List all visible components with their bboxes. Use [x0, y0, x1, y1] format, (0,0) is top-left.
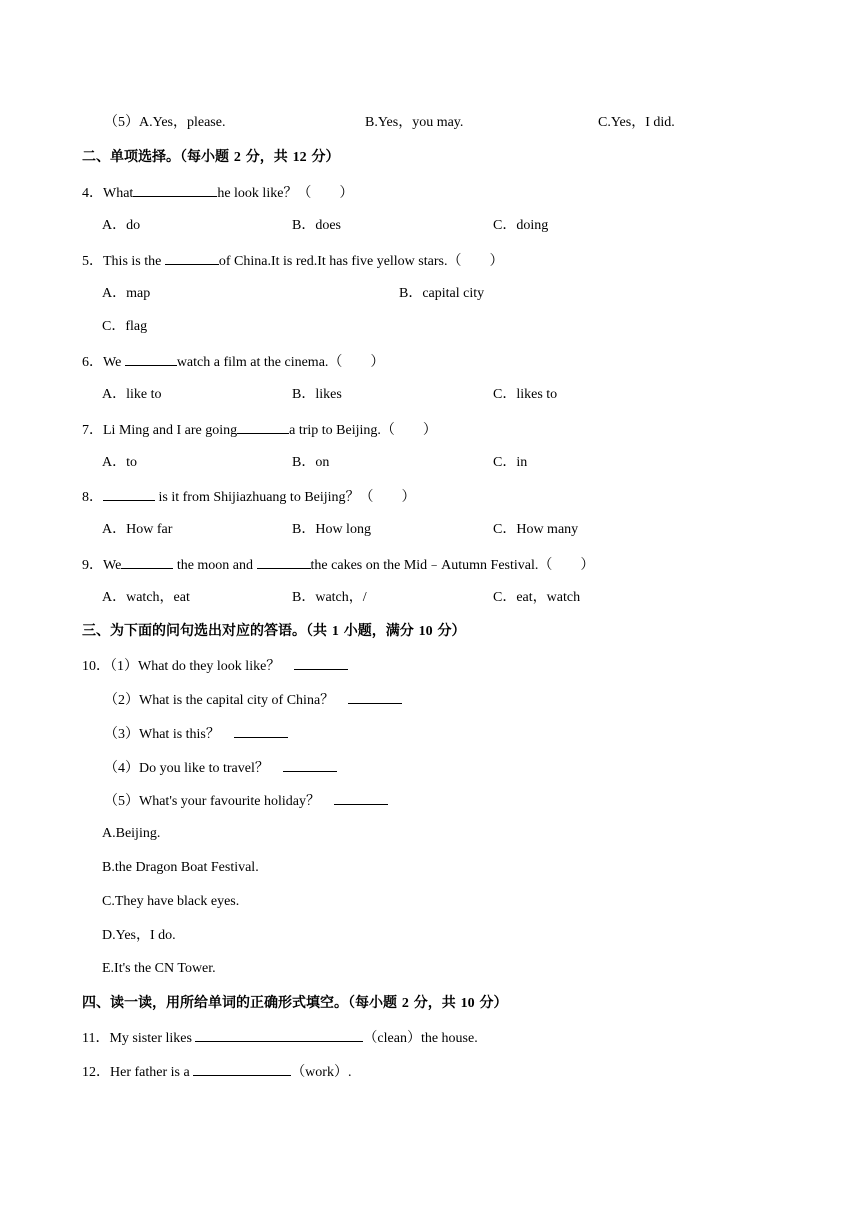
q5-option-a: A．map	[102, 286, 151, 301]
section-heading-2: 二、单项选择。（每小题 2 分，共 12 分）	[82, 149, 340, 165]
q6-option-a: A．like to	[102, 387, 162, 402]
answer-blank[interactable]	[125, 352, 177, 366]
q6-option-c: C．likes to	[493, 387, 558, 402]
answer-blank[interactable]	[237, 420, 289, 434]
q10-answer-e: E.It's the CN Tower.	[102, 961, 216, 976]
q9-option-b: B．watch，/	[292, 590, 367, 605]
q7-option-a: A．to	[102, 455, 137, 470]
question-4: 4．What he look like？（ ）	[82, 183, 353, 203]
question-12: 12．Her father is a （work）.	[82, 1062, 351, 1082]
answer-blank[interactable]	[348, 690, 402, 704]
answer-blank[interactable]	[103, 487, 155, 501]
answer-blank[interactable]	[257, 555, 311, 569]
q10-answer-b: B.the Dragon Boat Festival.	[102, 860, 259, 875]
question-10-item-2: （2）What is the capital city of China？	[104, 690, 402, 710]
q4-option-a: A．do	[102, 218, 141, 233]
prev-q-option-5a: （5）A.Yes，please.	[104, 115, 226, 130]
answer-blank[interactable]	[193, 1062, 291, 1076]
q10-answer-a: A.Beijing.	[102, 826, 161, 841]
question-10-item-3: （3）What is this？	[104, 724, 288, 744]
question-7: 7．Li Ming and I are going a trip to Beijing.（ ）	[82, 420, 437, 440]
q8-option-a: A．How far	[102, 522, 173, 537]
q4-option-c: C．doing	[493, 218, 549, 233]
q9-option-c: C．eat，watch	[493, 590, 581, 605]
answer-blank[interactable]	[294, 656, 348, 670]
section-heading-4: 四、读一读，用所给单词的正确形式填空。（每小题 2 分，共 10 分）	[82, 995, 508, 1011]
answer-blank[interactable]	[133, 183, 217, 197]
question-10-item-1: 10．（1）What do they look like？	[82, 656, 348, 676]
q8-option-c: C．How many	[493, 522, 579, 537]
question-5: 5．This is the of China.It is red.It has five yellow stars.（ ）	[82, 251, 503, 271]
q7-option-c: C．in	[493, 455, 528, 470]
question-10-item-4: （4）Do you like to travel？	[104, 758, 337, 778]
question-8: 8． is it from Shijiazhuang to Beijing？（ ）	[82, 487, 416, 507]
answer-blank[interactable]	[195, 1028, 363, 1042]
q9-option-a: A．watch，eat	[102, 590, 190, 605]
q6-option-b: B．likes	[292, 387, 342, 402]
q7-option-b: B．on	[292, 455, 330, 470]
q4-option-b: B．does	[292, 218, 341, 233]
question-9: 9．We the moon and the cakes on the Mid﹣Autumn Festival.（ ）	[82, 555, 594, 575]
q8-option-b: B．How long	[292, 522, 371, 537]
section-heading-3: 三、为下面的问句选出对应的答语。（共 1 小题，满分 10 分）	[82, 623, 466, 639]
answer-blank[interactable]	[121, 555, 173, 569]
q5-option-b: B．capital city	[399, 286, 485, 301]
q5-option-c: C．flag	[102, 319, 148, 334]
answer-blank[interactable]	[234, 724, 288, 738]
prev-q-option-5c: C.Yes，I did.	[598, 115, 675, 130]
q10-answer-d: D.Yes，I do.	[102, 928, 176, 943]
question-10-item-5: （5）What's your favourite holiday？	[104, 791, 388, 811]
q10-answer-c: C.They have black eyes.	[102, 894, 240, 909]
answer-blank[interactable]	[283, 758, 337, 772]
prev-q-option-5b: B.Yes，you may.	[365, 115, 464, 130]
question-6: 6．We watch a film at the cinema.（ ）	[82, 352, 384, 372]
question-11: 11．My sister likes （clean）the house.	[82, 1028, 478, 1048]
answer-blank[interactable]	[334, 791, 388, 805]
answer-blank[interactable]	[165, 251, 219, 265]
